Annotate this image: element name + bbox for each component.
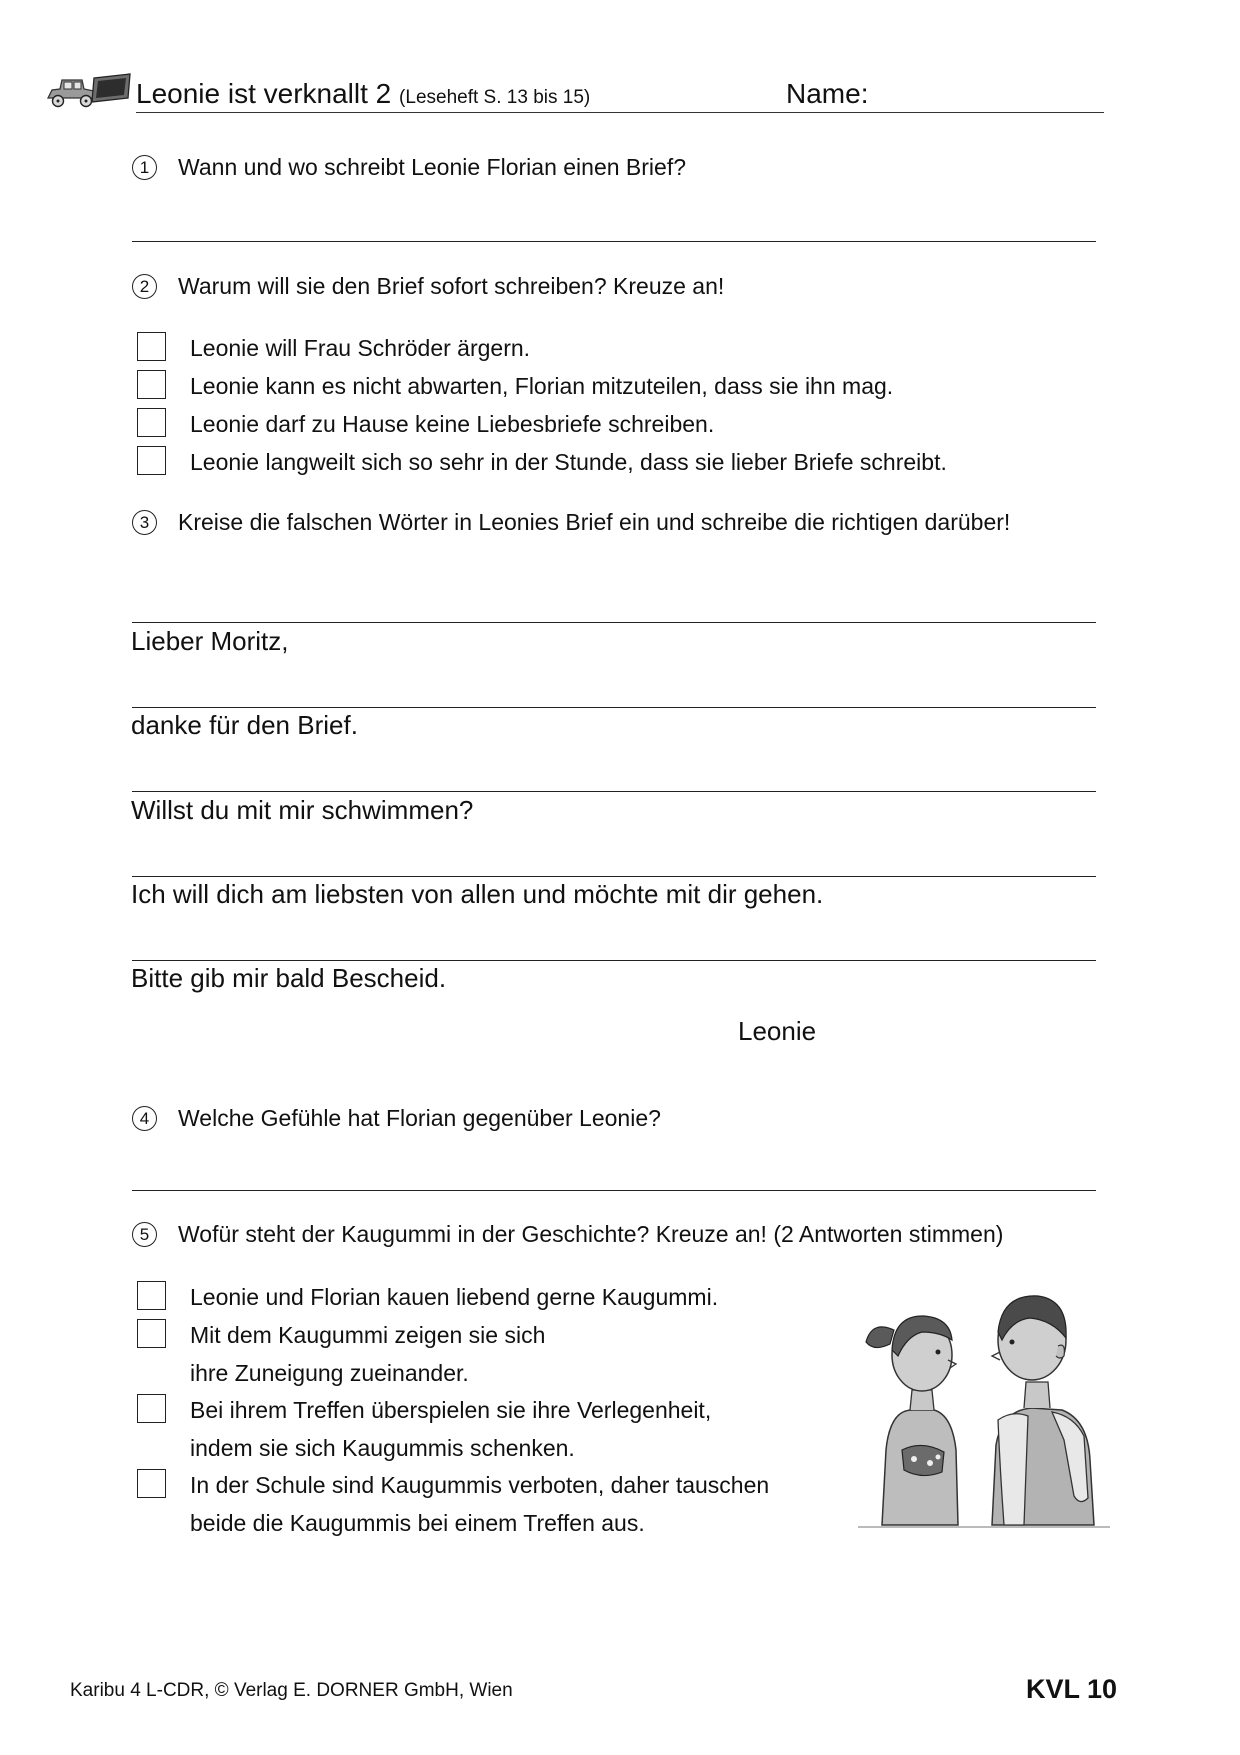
footer-copyright: Karibu 4 L-CDR, © Verlag E. DORNER GmbH, Wien bbox=[70, 1680, 513, 1701]
question-text: Welche Gefühle hat Florian gegenüber Leonie? bbox=[178, 1105, 661, 1131]
checkbox[interactable] bbox=[137, 408, 166, 437]
letter-line-4: Ich will dich am liebsten von allen und möchte mit dir gehen. bbox=[131, 879, 824, 909]
question-number: 2 bbox=[132, 274, 157, 299]
option-text: Leonie darf zu Hause keine Liebesbriefe schreiben. bbox=[190, 411, 715, 437]
name-line[interactable] bbox=[136, 112, 1104, 113]
option-5b bbox=[137, 1316, 545, 1392]
option-2b bbox=[137, 367, 893, 405]
worksheet-title bbox=[136, 78, 590, 110]
letter-line-2: danke für den Brief. bbox=[131, 710, 358, 740]
letter-line-5: Bitte gib mir bald Bescheid. bbox=[131, 963, 447, 993]
question-text: Kreise die falschen Wörter in Leonies Brief ein und schreibe die richtigen darüber! bbox=[178, 509, 1011, 535]
option-text bbox=[190, 1466, 769, 1542]
option-5a bbox=[137, 1278, 718, 1316]
correction-line-4[interactable] bbox=[132, 876, 1096, 877]
question-1 bbox=[132, 154, 686, 181]
option-text-line: Mit dem Kaugummi zeigen sie sich bbox=[190, 1322, 546, 1348]
correction-line-1[interactable] bbox=[132, 622, 1096, 623]
option-5d bbox=[137, 1466, 769, 1542]
car-and-book-icon bbox=[44, 72, 134, 112]
option-text-line: In der Schule sind Kaugummis verboten, daher tauschen bbox=[190, 1472, 770, 1498]
option-5c bbox=[137, 1391, 711, 1467]
correction-line-3[interactable] bbox=[132, 791, 1096, 792]
option-text: Leonie kann es nicht abwarten, Florian mitzuteilen, dass sie ihn mag. bbox=[190, 373, 894, 399]
option-text bbox=[190, 1278, 718, 1316]
letter-line-3: Willst du mit mir schwimmen? bbox=[131, 795, 474, 825]
correction-line-2[interactable] bbox=[132, 707, 1096, 708]
letter-line-1: Lieber Moritz, bbox=[131, 626, 289, 656]
option-text-line: Leonie und Florian kauen liebend gerne Kaugummi. bbox=[190, 1284, 719, 1310]
checkbox[interactable] bbox=[137, 332, 166, 361]
answer-line-1[interactable] bbox=[132, 241, 1096, 242]
footer-page-code: KVL 10 bbox=[1026, 1674, 1118, 1704]
question-number: 3 bbox=[132, 510, 157, 535]
title-source: (Leseheft S. 13 bis 15) bbox=[399, 87, 591, 108]
children-illustration bbox=[852, 1260, 1114, 1530]
correction-line-5[interactable] bbox=[132, 960, 1096, 961]
letter-signature: Leonie bbox=[738, 1016, 817, 1046]
question-text: Warum will sie den Brief sofort schreiben? Kreuze an! bbox=[178, 273, 725, 299]
question-text: Wann und wo schreibt Leonie Florian einen Brief? bbox=[178, 154, 686, 180]
question-number: 5 bbox=[132, 1222, 157, 1247]
answer-line-4[interactable] bbox=[132, 1190, 1096, 1191]
checkbox[interactable] bbox=[137, 1469, 166, 1498]
question-2 bbox=[132, 273, 724, 300]
name-label: Name: bbox=[786, 78, 869, 109]
option-text: Leonie langweilt sich so sehr in der Stunde, dass sie lieber Briefe schreibt. bbox=[190, 449, 947, 475]
option-text: Leonie will Frau Schröder ärgern. bbox=[190, 335, 531, 361]
question-3 bbox=[132, 509, 1010, 536]
checkbox[interactable] bbox=[137, 370, 166, 399]
question-number: 4 bbox=[132, 1106, 157, 1131]
option-text-line: Bei ihrem Treffen überspielen sie ihre Verlegenheit, bbox=[190, 1397, 712, 1423]
checkbox[interactable] bbox=[137, 1394, 166, 1423]
option-text bbox=[190, 1391, 711, 1467]
question-text: Wofür steht der Kaugummi in der Geschichte? Kreuze an! (2 Antworten stimmen) bbox=[178, 1221, 1004, 1247]
option-2d bbox=[137, 443, 947, 481]
option-text-line: ihre Zuneigung zueinander. bbox=[190, 1360, 469, 1386]
question-4 bbox=[132, 1105, 661, 1132]
option-text bbox=[190, 1316, 545, 1392]
checkbox[interactable] bbox=[137, 446, 166, 475]
option-2c bbox=[137, 405, 714, 443]
checkbox[interactable] bbox=[137, 1281, 166, 1310]
option-2a bbox=[137, 329, 530, 367]
checkbox[interactable] bbox=[137, 1319, 166, 1348]
title-main: Leonie ist verknallt 2 bbox=[136, 78, 392, 109]
question-5 bbox=[132, 1221, 1003, 1248]
option-text-line: indem sie sich Kaugummis schenken. bbox=[190, 1435, 575, 1461]
option-text-line: beide die Kaugummis bei einem Treffen aus. bbox=[190, 1510, 645, 1536]
question-number: 1 bbox=[132, 155, 157, 180]
